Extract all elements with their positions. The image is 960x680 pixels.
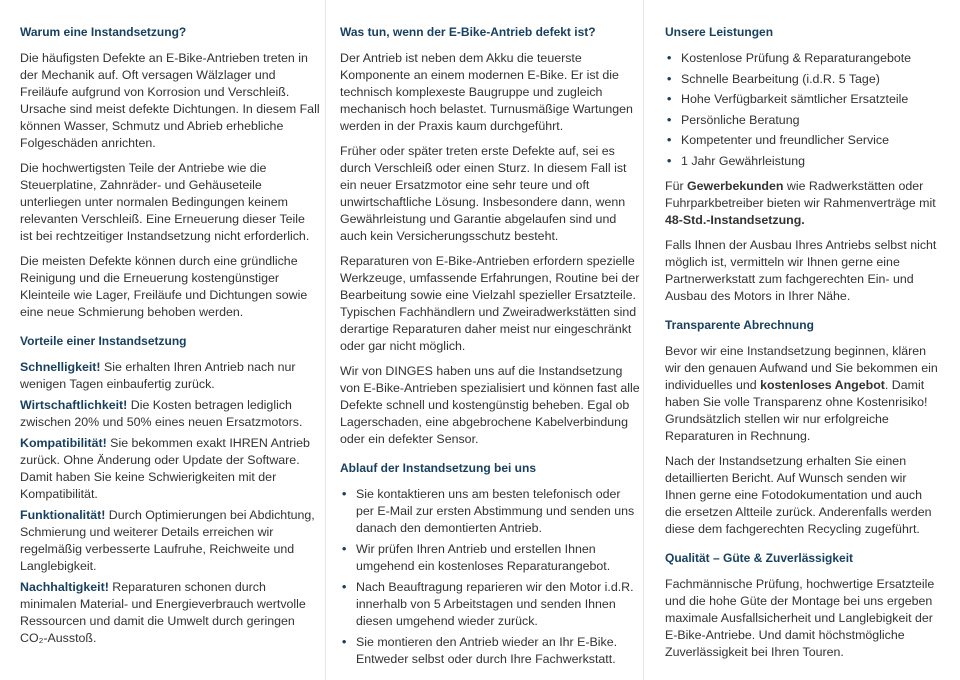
paragraph: Die häufigsten Defekte an E-Bike-Antrieben treten in der Mechanik auf. Oft versagen Wälzlager und Freiläufe aufgrund von Korrosion und Verschleiß. Ursache sind meist defekte Dichtungen. In diesem Fall können Wasser, Schmutz und Abrieb erhebliche Folgeschäden anrichten.: [20, 51, 320, 150]
benefit-term: Funktionalität!: [20, 508, 106, 522]
heading-quality: Qualität – Güte & Zuverlässigkeit: [665, 550, 854, 565]
process-list: [340, 486, 640, 668]
heading-advantages: Vorteile einer Instandsetzung: [20, 334, 187, 348]
column-middle: [340, 24, 640, 680]
paragraph: Falls Ihnen der Ausbau Ihres Antriebs selbst nicht möglich ist, vermitteln wir Ihnen gerne eine Partnerwerkstatt zum fachgerechten Ein- und Ausbau des Motors in Ihrer Nähe.: [665, 237, 937, 303]
bullet-icon: •: [342, 487, 347, 501]
benefit-text: Die Kosten betragen lediglich zwischen 20% und 50% eines neuen Ersatzmotors.: [20, 398, 303, 429]
list-item: • Nach Beauftragung reparieren wir den Motor i.d.R. innerhalb von 5 Arbeitstagen und senden Ihnen diesen umgehend wieder zurück.: [342, 580, 634, 628]
benefit-term: Nachhaltigkeit!: [20, 580, 109, 594]
services-list: [665, 50, 940, 170]
paragraph: Der Antrieb ist neben dem Akku die teuerste Komponente an einem modernen E-Bike. Er ist die technisch komplexeste Baugruppe und zugleich mechanisch hoch belastet. Turnusmäßige Wartungen werden in der Praxis kaum durchgeführt.: [340, 51, 633, 133]
paragraph: Reparaturen von E-Bike-Antrieben erfordern spezielle Werkzeuge, umfassende Erfahrungen, Routine bei der Bearbeitung sowie eine Vielzahl spezieller Ersatzteile. Typischen Fachhändlern und Zweiradwerkstätten sind derartige Reparaturen daher meist nur eingeschränkt oder gar nicht möglich.: [340, 254, 640, 353]
benefit-text: Sie erhalten Ihren Antrieb nach nur wenigen Tagen einbaufertig zurück.: [20, 360, 296, 391]
benefit-text: Reparaturen schonen durch minimalen Material- und Energieverbrauch wertvolle Ressourcen und damit die Umwelt durch geringen CO₂-Ausstoß.: [20, 580, 306, 645]
paragraph: Nach der Instandsetzung erhalten Sie einen detaillierten Bericht. Auf Wunsch senden wir Ihnen gerne eine Fotodokumentation und auch die ersetzen Altteile zurück. Anderenfalls werden diese dem fachgerechten Recycling zugeführt.: [665, 453, 932, 536]
heading-process: Ablauf der Instandsetzung bei uns: [340, 461, 537, 475]
column-left: [20, 24, 320, 680]
column-divider: [643, 0, 644, 680]
bullet-icon: •: [342, 635, 347, 649]
list-item: • 1 Jahr Gewährleistung: [667, 153, 805, 168]
heading-transparent-billing: Transparente Abrechnung: [665, 317, 814, 332]
benefit-item: [20, 435, 320, 503]
heading-services: Unsere Leistungen: [665, 25, 774, 39]
benefit-item: [20, 507, 320, 575]
benefit-text: Durch Optimierungen bei Abdichtung, Schmierung und weiterer Details erreichen wir regelmäßig verbesserte Laufruhe, Reichweite und Langlebigkeit.: [20, 508, 315, 573]
list-item: • Persönliche Beratung: [667, 112, 800, 127]
benefit-item: [20, 359, 320, 393]
paragraph: Fachmännische Prüfung, hochwertige Ersatzteile und die hohe Güte der Montage bei uns ergeben maximale Ausfallsicherheit und Langlebigkeit der E-Bike-Antriebe. Und damit höchstmögliche Zuverlässigkeit bei Ihren Touren.: [665, 576, 935, 659]
benefit-text: Sie bekommen exakt IHREN Antrieb zurück. Ohne Änderung oder Update der Software. Damit haben Sie keine Schwierigkeiten mit der Kompatibilität.: [20, 436, 310, 501]
paragraph: Die meisten Defekte können durch eine gründliche Reinigung und die Erneuerung kostengünstiger Kleinteile wie Lager, Freiläufe und Dichtungen sowie eine neue Schmierung behoben werden.: [20, 254, 308, 319]
bullet-icon: •: [667, 153, 672, 168]
paragraph: Für Gewerbekunden wie Radwerkstätten oder Fuhrparkbetreiber bieten wir Rahmenverträge mit 48-Std.-Instandsetzung.: [665, 178, 936, 227]
paragraph: Die hochwertigsten Teile der Antriebe wie die Steuerplatine, Zahnräder- und Gehäuseteile unterliegen unter normalen Bedingungen keinem relevanten Verschleiß. Eine Erneuerung dieser Teile ist bei rechtzeitiger Instandsetzung nicht erforderlich.: [20, 161, 310, 243]
column-divider: [325, 0, 326, 680]
heading-why-repair: Warum eine Instandsetzung?: [20, 25, 187, 39]
bullet-icon: •: [342, 542, 347, 556]
list-item: • Sie kontaktieren uns am besten telefonisch oder per E-Mail zur ersten Abstimmung und senden uns danach den demontierten Antrieb.: [342, 487, 635, 535]
list-item: • Schnelle Bearbeitung (i.d.R. 5 Tage): [667, 71, 880, 86]
paragraph: Wir von DINGES haben uns auf die Instandsetzung von E-Bike-Antrieben spezialisiert und können fast alle Defekte schnell und kostengünstig beheben. Egal ob Lagerschaden, eine abgebrochene Kabelverbindung oder ein defekter Sensor.: [340, 364, 640, 446]
benefit-term: Schnelligkeit!: [20, 360, 101, 374]
benefit-item: [20, 397, 320, 431]
list-item: • Wir prüfen Ihren Antrieb und erstellen Ihnen umgehend ein kostenloses Reparaturangebot.: [342, 542, 611, 573]
bullet-icon: •: [667, 51, 672, 65]
benefit-term: Wirtschaftlichkeit!: [20, 398, 128, 412]
benefit-item: [20, 579, 320, 647]
bullet-icon: •: [667, 133, 672, 148]
benefit-term: Kompatibilität!: [20, 436, 107, 450]
paragraph: Früher oder später treten erste Defekte auf, sei es durch Verschleiß oder einen Sturz. In diesem Fall ist ein neuer Ersatzmotor eine sehr teure und oft unwirtschaftliche Lösung. Insbesondere dann, wenn Gewährleistung und Garantie abgelaufen sind und auch kein Versicherungsschutz besteht.: [340, 144, 627, 243]
list-item: • Sie montieren den Antrieb wieder an Ihr E-Bike. Entweder selbst oder durch Ihre Fachwerkstatt.: [342, 635, 618, 666]
heading-what-to-do: Was tun, wenn der E-Bike-Antrieb defekt ist?: [340, 25, 596, 39]
list-item: • Kompetenter und freundlicher Service: [667, 133, 890, 148]
list-item: • Hohe Verfügbarkeit sämtlicher Ersatzteile: [667, 92, 909, 107]
paragraph: Bevor wir eine Instandsetzung beginnen, klären wir den genauen Aufwand und Sie bekommen ein individuelles und kostenloses Angebot. Damit haben Sie volle Transparenz ohne Kostenrisiko! Grundsätzlich stellen wir nur erfolgreiche Reparaturen in Rechnung.: [665, 343, 938, 443]
bullet-icon: •: [667, 71, 672, 86]
column-right: [665, 24, 940, 680]
bullet-icon: •: [342, 580, 347, 594]
bullet-icon: •: [667, 92, 672, 107]
list-item: • Kostenlose Prüfung & Reparaturangebote: [667, 51, 912, 65]
bullet-icon: •: [667, 112, 672, 127]
